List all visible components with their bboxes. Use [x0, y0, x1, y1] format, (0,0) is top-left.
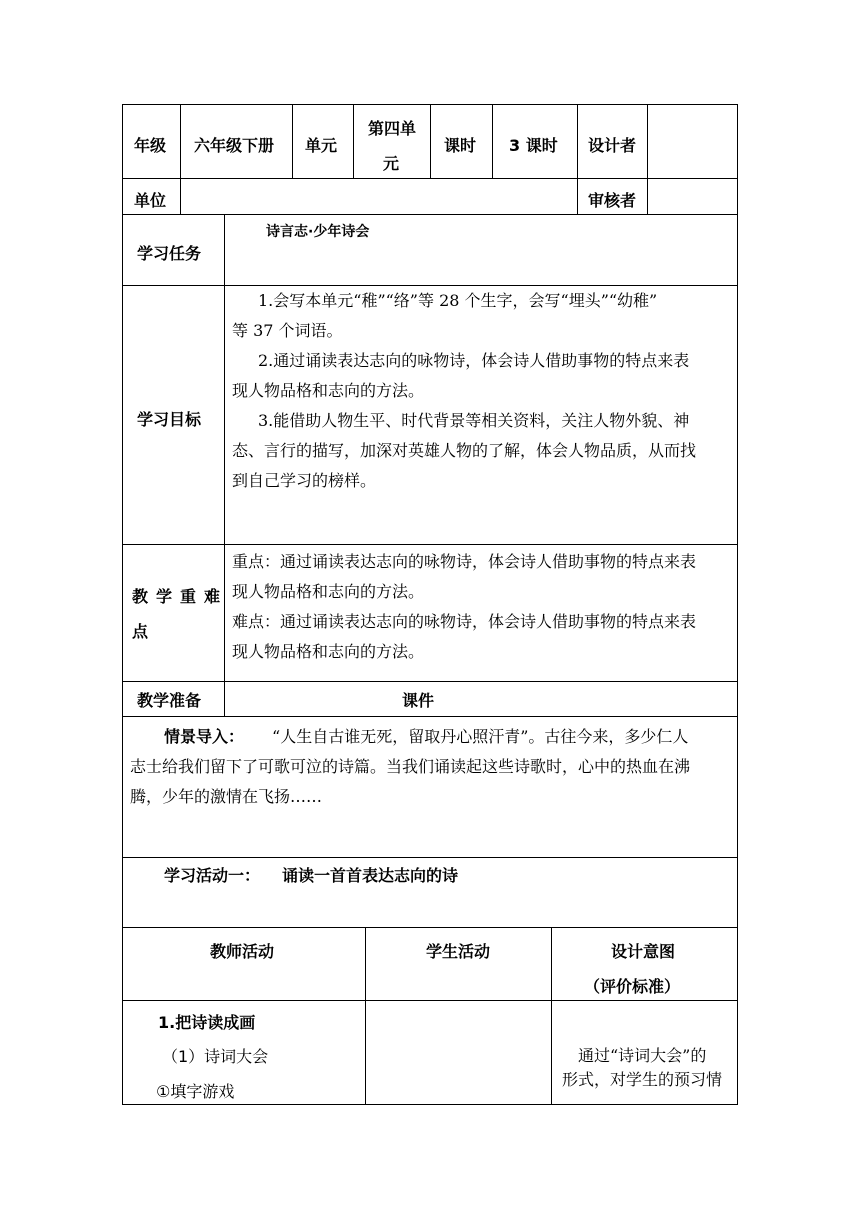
goal-1-line2: 等 37 个词语。: [232, 321, 343, 340]
focus-line2: 现人物品格和志向的方法。: [232, 582, 425, 601]
col-design-intent: 设计意图: [611, 942, 676, 961]
unit-value-line2: 元: [383, 154, 400, 173]
intro-heading: 情景导入：: [164, 727, 245, 746]
key-points-text: [232, 547, 732, 667]
col-student-activity: 学生活动: [426, 942, 491, 961]
goal-1-line1: 1.会写本单元“稚”“络”等 28 个生字，会写“埋头”“幼稚”: [258, 291, 658, 310]
unit-label: 单元: [305, 136, 338, 155]
key-points-label-line1: 教学重难: [132, 587, 229, 606]
col-teacher-activity: 教师活动: [210, 942, 275, 961]
period-value: 3 课时: [509, 136, 558, 155]
teacher-step-item1: （1）诗词大会: [162, 1047, 269, 1066]
teacher-step-item2: ①填字游戏: [156, 1082, 235, 1101]
teacher-step-heading: 1.把诗读成画: [158, 1013, 256, 1032]
key-points-label-line2: 点: [132, 622, 149, 641]
school-label: 单位: [134, 191, 167, 210]
col-evaluation-criteria: （评价标准）: [584, 977, 681, 996]
prep-value: 课件: [402, 691, 435, 710]
grade-value: 六年级下册: [194, 136, 275, 155]
intro-line1-wrap: [130, 722, 730, 752]
unit-value-line1: 第四单: [368, 119, 417, 138]
goal-3-line2: 态、言行的描写，加深对英雄人物的了解，体会人物品质，从而找: [232, 441, 697, 460]
period-label: 课时: [444, 136, 477, 155]
grade-label: 年级: [134, 136, 167, 155]
intro-line2: 志士给我们留下了可歌可泣的诗篇。当我们诵读起这些诗歌时，心中的热血在沸: [130, 757, 691, 776]
reviewer-label: 审核者: [588, 191, 637, 210]
intro-line1: “人生自古谁无死，留取丹心照汗青”。古往今来，多少仁人: [272, 727, 689, 746]
intro-line3: 腾，少年的激情在飞扬……: [130, 787, 323, 806]
goal-3-line3: 到自己学习的榜样。: [232, 471, 377, 490]
goals-list: [232, 286, 732, 496]
goals-label: 学习目标: [137, 410, 202, 429]
task-label: 学习任务: [137, 244, 202, 263]
activity1-title: 诵读一首首表达志向的诗: [282, 866, 459, 885]
prep-label: 教学准备: [137, 691, 202, 710]
activity1-label: 学习活动一：: [164, 866, 261, 885]
intent-line2: 形式，对学生的预习情: [562, 1070, 723, 1089]
difficulty-line1: 难点：通过诵读表达志向的咏物诗，体会诗人借助事物的特点来表: [232, 612, 697, 631]
goal-3-line1: 3.能借助人物生平、时代背景等相关资料，关注人物外貌、神: [258, 411, 690, 430]
difficulty-line2: 现人物品格和志向的方法。: [232, 642, 425, 661]
focus-line1: 重点：通过诵读表达志向的咏物诗，体会诗人借助事物的特点来表: [232, 552, 697, 571]
task-value: 诗言志·少年诗会: [266, 224, 370, 240]
designer-label: 设计者: [588, 136, 637, 155]
intent-line1: 通过“诗词大会”的: [578, 1046, 707, 1065]
goal-2-line1: 2.通过诵读表达志向的咏物诗，体会诗人借助事物的特点来表: [258, 351, 690, 370]
goal-2-line2: 现人物品格和志向的方法。: [232, 381, 425, 400]
intro-text: [130, 722, 730, 812]
